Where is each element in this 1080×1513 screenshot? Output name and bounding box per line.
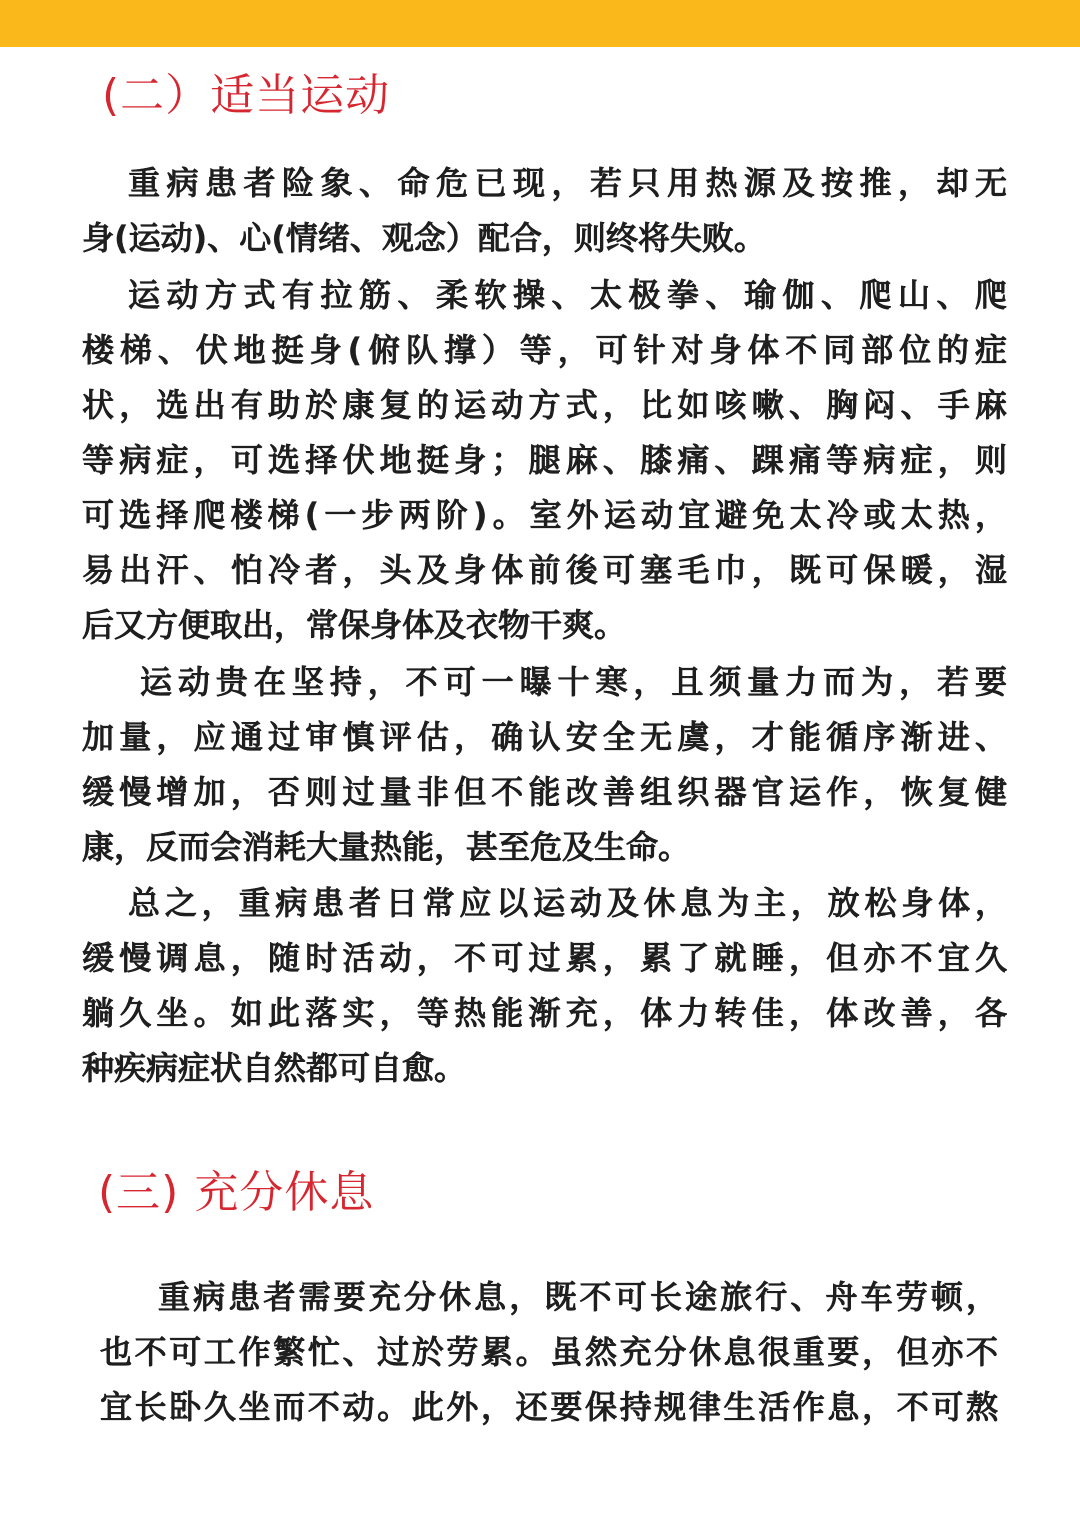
section-heading-exercise: (二）适当运动 [102, 70, 391, 121]
text-line: 易出汗、怕冷者，头及身体前後可塞毛巾，既可保暖，湿 [82, 551, 1007, 589]
text-line: 缓慢增加，否则过量非但不能改善组织器官运作，恢复健 [82, 773, 1007, 811]
text-line: 重病患者需要充分休息，既不可长途旅行、舟车劳顿， [158, 1278, 998, 1316]
text-line: 运动方式有拉筋、柔软操、太极拳、瑜伽、爬山、爬 [128, 276, 1007, 314]
text-line: 运动贵在坚持，不可一曝十寒，且须量力而为，若要 [140, 663, 1007, 701]
text-line: 加量，应通过审慎评估，确认安全无虞，才能循序渐进、 [82, 718, 1007, 756]
text-line: 缓慢调息，随时活动，不可过累，累了就睡，但亦不宜久 [82, 939, 1007, 977]
text-line: 宜长卧久坐而不动。此外，还要保持规律生活作息，不可熬 [100, 1388, 998, 1426]
section-heading-rest: (三) 充分休息 [98, 1167, 375, 1218]
text-line: 总之，重病患者日常应以运动及休息为主，放松身体， [128, 884, 1007, 922]
text-line: 重病患者险象、命危已现，若只用热源及按推，却无 [128, 164, 1007, 202]
text-line: 躺久坐。如此落实，等热能渐充，体力转佳，体改善，各 [82, 994, 1007, 1032]
text-line: 身(运动)、心(情绪、观念）配合，则终将失败。 [82, 219, 766, 257]
text-line: 康，反而会消耗大量热能，甚至危及生命。 [82, 828, 691, 866]
text-line: 可选择爬楼梯(一步两阶)。室外运动宜避免太冷或太热， [82, 496, 1007, 534]
text-line: 等病症，可选择伏地挺身；腿麻、膝痛、踝痛等病症，则 [82, 441, 1007, 479]
text-line: 后又方便取出，常保身体及衣物干爽。 [82, 606, 627, 644]
text-line: 也不可工作繁忙、过於劳累。虽然充分休息很重要，但亦不 [100, 1333, 998, 1371]
text-line: 种疾病症状自然都可自愈。 [82, 1049, 467, 1087]
top-accent-bar [0, 0, 1080, 47]
text-line: 状，选出有助於康复的运动方式，比如咳嗽、胸闷、手麻 [82, 386, 1007, 424]
text-line: 楼梯、伏地挺身(俯队撑）等，可针对身体不同部位的症 [82, 331, 1007, 369]
